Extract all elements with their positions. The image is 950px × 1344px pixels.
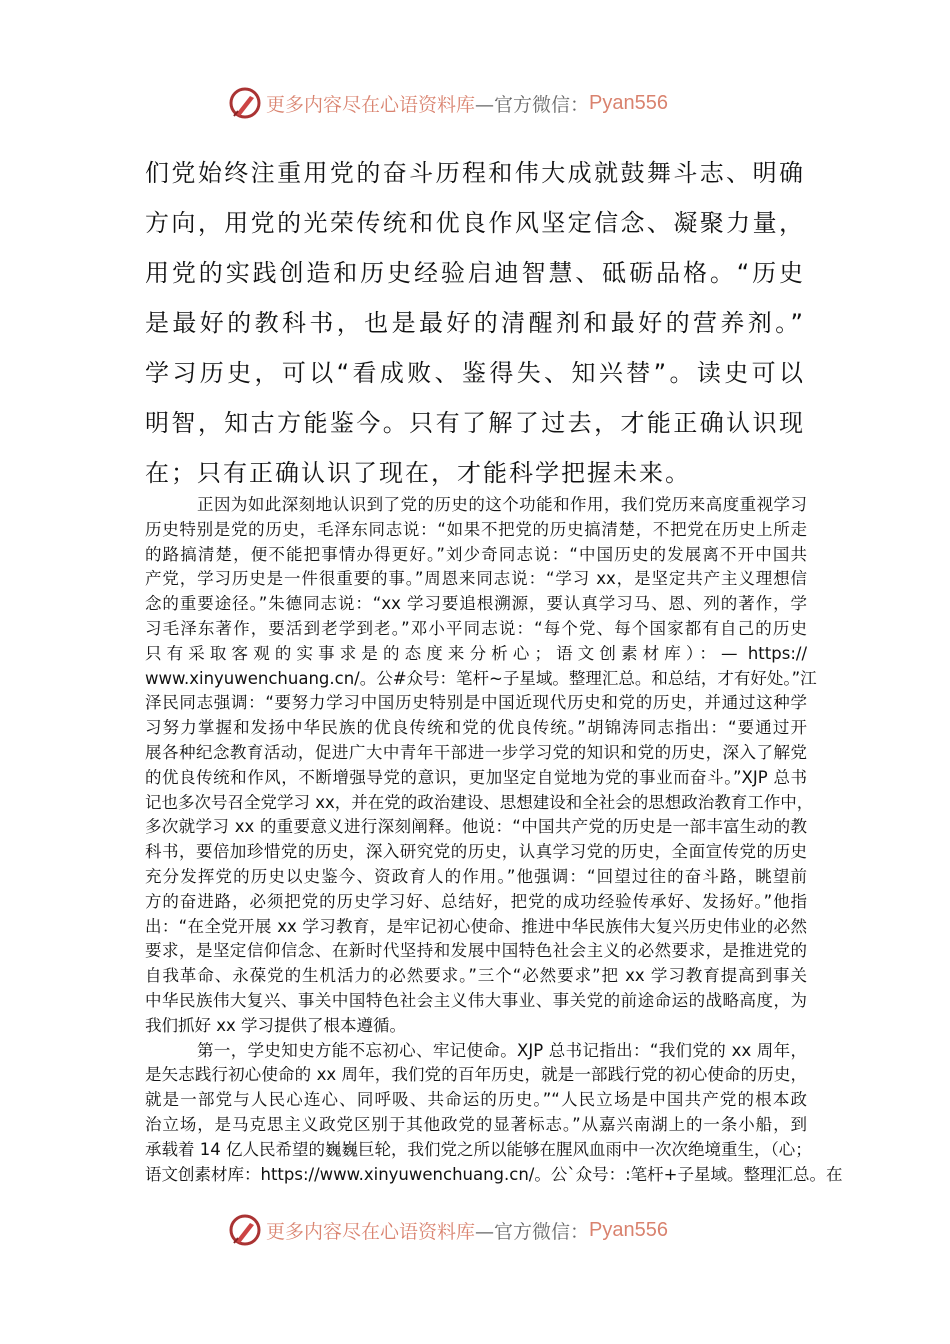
text-line: 明智，知古方能鉴今。只有了解了过去，才能正确认识现 bbox=[145, 409, 805, 437]
quill-logo-icon bbox=[228, 1213, 262, 1247]
text-line: 正因为如此深刻地认识到了党的历史的这个功能和作用，我们党历来高度重视学习 bbox=[197, 495, 807, 514]
text-line: 展各种纪念教育活动，促进广大中青年干部进一步学习党的知识和党的历史，深入了解党 bbox=[145, 742, 807, 762]
text-line: 治立场，是马克思主义政党区别于其他政党的显著标志。”从嘉兴南湖上的一条小船，到 bbox=[145, 1114, 807, 1134]
text-line: 第一，学史知史方能不忘初心、牢记使命。XJP 总书记指出：“我们党的 xx 周年， bbox=[197, 1040, 807, 1060]
text-line: 我们抓好 xx 学习提供了根本遵循。 bbox=[145, 1015, 407, 1035]
text-line: 历史特别是党的历史，毛泽东同志说：“如果不把党的历史搞清楚，不把党在历史上所走 bbox=[145, 519, 807, 539]
text-line: 要求，是坚定信仰信念、在新时代坚持和发展中国特色社会主义的必然要求，是推进党的 bbox=[145, 941, 807, 961]
large-text-block bbox=[145, 148, 805, 498]
banner-text: 更多内容尽在心语资料库 bbox=[266, 93, 476, 116]
text-line: 中华民族伟大复兴、事关中国特色社会主义伟大事业、事关党的前途命运的战略高度，为 bbox=[145, 990, 807, 1010]
text-line: 方向，用党的光荣传统和优良作风坚定信念、凝聚力量， bbox=[145, 209, 805, 237]
text-line: 多次就学习 xx 的重要意义进行深刻阐释。他说：“中国共产党的历史是一部丰富生动的教 bbox=[145, 817, 807, 837]
text-line: 的路搞清楚，便不能把事情办得更好。”刘少奇同志说：“中国历史的发展离不开中国共 bbox=[145, 544, 807, 564]
text-line: 的优良传统和作风，不断增强导党的意识，更加坚定自觉地为党的事业而奋斗。”XJP 总书 bbox=[145, 767, 807, 787]
text-line: 是最好的教科书，也是最好的清醒剂和最好的营养剂。” bbox=[145, 309, 805, 337]
text-line: 用党的实践创造和历史经验启迪智慧、砥砺品格。“历史 bbox=[145, 259, 805, 287]
text-line: 习毛泽东著作，要活到老学到老。”邓小平同志说：“每个党、每个国家都有自己的历史 bbox=[145, 618, 807, 638]
banner-text: 更多内容尽在心语资料库 bbox=[266, 1220, 476, 1243]
text-line: 念的重要途径。”朱德同志说：“xx 学习要追根溯源，要认真学习马、恩、列的著作，学 bbox=[145, 594, 807, 614]
text-line: 出：“在全党开展 xx 学习教育，是牢记初心使命、推进中华民族伟大复兴历史伟业的必然 bbox=[145, 916, 807, 936]
banner-wechat-label: —官方微信： bbox=[475, 93, 590, 116]
text-line: 科书，要倍加珍惜党的历史，深入研究党的历史，认真学习党的历史，全面宣传党的历史 bbox=[145, 842, 807, 862]
text-line: 就是一部党与人民心连心、同呼吸、共命运的历史。”“人民立场是中国共产党的根本政 bbox=[145, 1090, 807, 1110]
paragraph bbox=[145, 1039, 843, 1188]
text-line: 记也多次号召全党学习 xx，并在党的政治建设、思想建设和全社会的思想政治教育工作中， bbox=[145, 792, 814, 812]
text-line: www.xinyuwenchuang.cn/。公#众号：笔杆~子星域。整理汇总。和总结，才有好处。”江 bbox=[145, 668, 817, 688]
banner-wechat-id: Pyan556 bbox=[589, 1218, 668, 1241]
text-line: 语文创素材库：https://www.xinyuwenchuang.cn/。公`众号：:笔杆+子星域。整理汇总。在 bbox=[145, 1164, 843, 1184]
text-line: 们党始终注重用党的奋斗历程和伟大成就鼓舞斗志、明确 bbox=[145, 159, 805, 187]
banner-wechat-id: Pyan556 bbox=[589, 91, 668, 114]
footer-banner bbox=[228, 1212, 668, 1248]
text-line: 自我革命、永葆党的生机活力的必然要求。”三个“必然要求”把 xx 学习教育提高到事关 bbox=[145, 966, 807, 986]
text-line: 学习历史，可以“看成败、鉴得失、知兴替”。读史可以 bbox=[145, 359, 805, 387]
text-line: 方的奋进路，必须把党的历史学习好、总结好，把党的成功经验传承好、发扬好。”他指 bbox=[145, 891, 807, 911]
text-line: 泽民同志强调：“要努力学习中国历史特别是中国近现代历史和党的历史，并通过这种学 bbox=[145, 693, 807, 713]
body-text bbox=[145, 493, 843, 1187]
quill-logo-icon bbox=[228, 86, 262, 120]
header-banner bbox=[228, 85, 668, 121]
banner-wechat-label: —官方微信： bbox=[475, 1220, 590, 1243]
text-line: 产党，学习历史是一件很重要的事。”周恩来同志说：“学习 xx，是坚定共产主义理想信 bbox=[145, 569, 807, 589]
text-line: 承载着 14 亿人民希望的巍巍巨轮，我们党之所以能够在腥风血雨中一次次绝境重生，（心； bbox=[145, 1139, 812, 1159]
text-line: 习努力掌握和发扬中华民族的优良传统和党的优良传统。”胡锦涛同志指出：“要通过开 bbox=[145, 718, 807, 738]
text-line: 充分发挥党的历史以史鉴今、资政育人的作用。”他强调：“回望过往的奋斗路，眺望前 bbox=[145, 866, 807, 886]
text-line: 在；只有正确认识了现在，才能科学把握未来。 bbox=[145, 459, 691, 487]
text-line: 是矢志践行初心使命的 xx 周年，我们党的百年历史，就是一部践行党的初心使命的历史， bbox=[145, 1065, 807, 1085]
text-line: 只有采取客观的实事求是的态度来分析心；语文创素材库）：— https:// bbox=[145, 643, 807, 663]
paragraph bbox=[145, 493, 817, 1039]
